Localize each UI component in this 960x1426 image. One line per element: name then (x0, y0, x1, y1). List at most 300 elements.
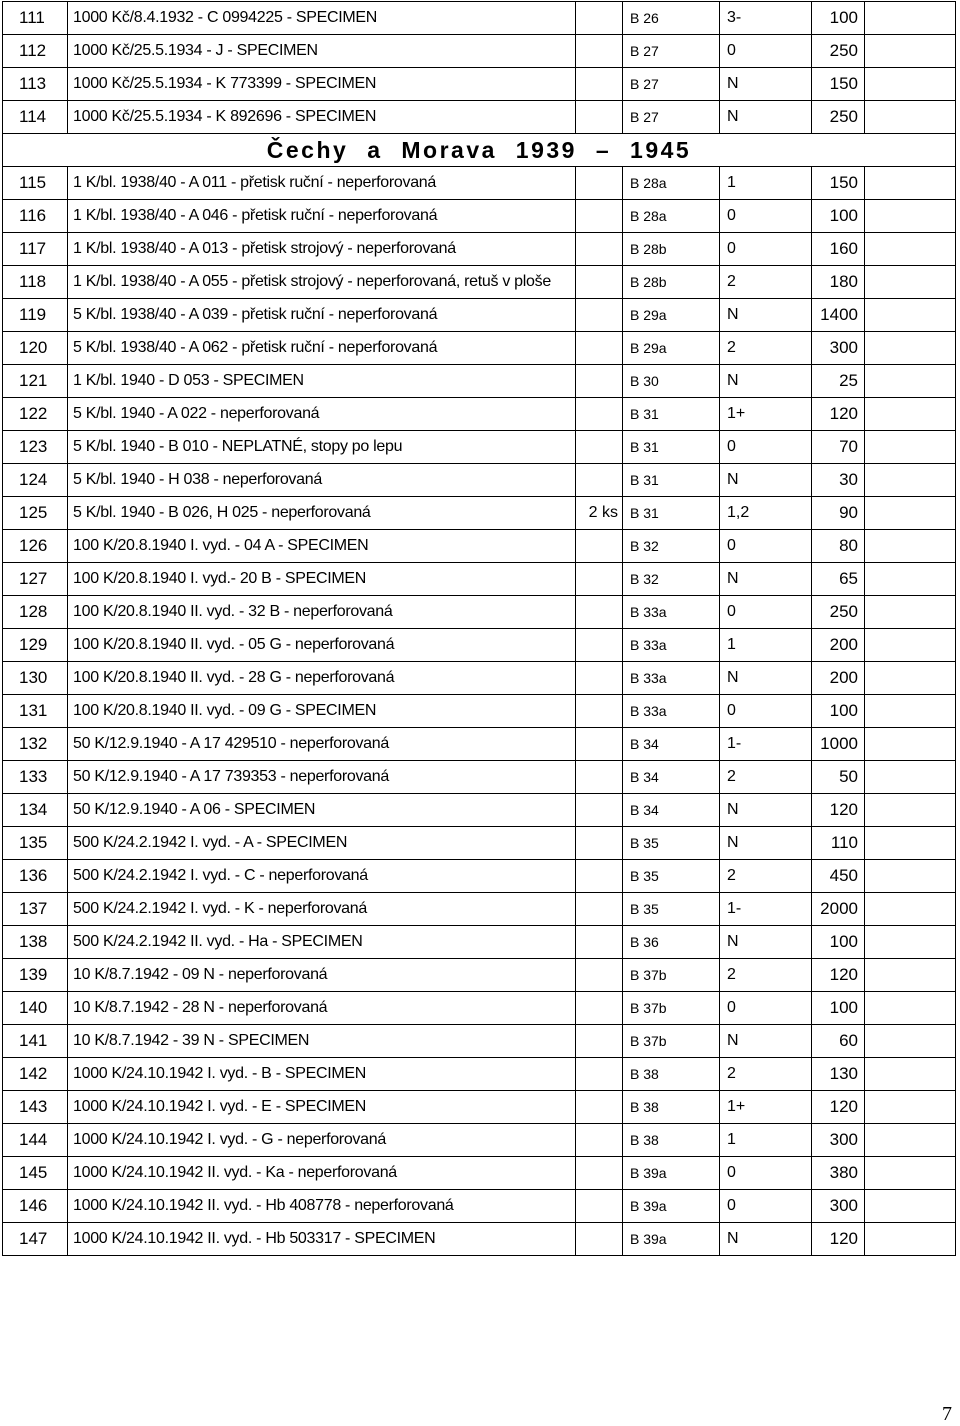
item-quantity (576, 1190, 623, 1223)
item-number: 130 (3, 662, 68, 695)
item-description: 5 K/bl. 1940 - A 022 - neperforovaná (68, 398, 576, 431)
empty-cell (865, 662, 956, 695)
item-number: 146 (3, 1190, 68, 1223)
item-number: 124 (3, 464, 68, 497)
item-price: 2000 (812, 893, 865, 926)
empty-cell (865, 233, 956, 266)
item-price: 300 (812, 1124, 865, 1157)
item-description: 5 K/bl. 1938/40 - A 062 - přetisk ruční - neperforovaná (68, 332, 576, 365)
item-number: 119 (3, 299, 68, 332)
empty-cell (865, 596, 956, 629)
item-quantity (576, 1157, 623, 1190)
item-price: 100 (812, 992, 865, 1025)
item-description: 1000 Kč/8.4.1932 - C 0994225 - SPECIMEN (68, 2, 576, 35)
item-quantity (576, 464, 623, 497)
empty-cell (865, 1124, 956, 1157)
item-description: 1000 K/24.10.1942 II. vyd. - Ka - neperforovaná (68, 1157, 576, 1190)
item-grade: 1 (720, 629, 812, 662)
table-row (3, 431, 956, 464)
item-price: 160 (812, 233, 865, 266)
empty-cell (865, 431, 956, 464)
item-price: 130 (812, 1058, 865, 1091)
catalog-reference: B 36 (623, 926, 720, 959)
empty-cell (865, 1058, 956, 1091)
item-quantity (576, 1058, 623, 1091)
empty-cell (865, 332, 956, 365)
catalog-reference: B 31 (623, 431, 720, 464)
empty-cell (865, 2, 956, 35)
item-grade: N (720, 101, 812, 134)
item-number: 118 (3, 266, 68, 299)
item-quantity (576, 959, 623, 992)
item-grade: N (720, 1223, 812, 1256)
item-grade: 1 (720, 1124, 812, 1157)
item-description: 1000 Kč/25.5.1934 - J - SPECIMEN (68, 35, 576, 68)
catalog-reference: B 31 (623, 464, 720, 497)
item-number: 132 (3, 728, 68, 761)
item-grade: N (720, 464, 812, 497)
catalog-reference: B 34 (623, 728, 720, 761)
table-row (3, 35, 956, 68)
empty-cell (865, 563, 956, 596)
item-number: 135 (3, 827, 68, 860)
item-description: 1 K/bl. 1938/40 - A 046 - přetisk ruční - neperforovaná (68, 200, 576, 233)
item-number: 121 (3, 365, 68, 398)
item-price: 90 (812, 497, 865, 530)
item-description: 100 K/20.8.1940 II. vyd. - 32 B - neperforovaná (68, 596, 576, 629)
item-description: 5 K/bl. 1940 - H 038 - neperforovaná (68, 464, 576, 497)
catalog-reference: B 34 (623, 794, 720, 827)
table-row (3, 1157, 956, 1190)
empty-cell (865, 1223, 956, 1256)
item-grade: 1 (720, 167, 812, 200)
table-row (3, 464, 956, 497)
catalog-reference: B 33a (623, 695, 720, 728)
item-grade: 2 (720, 959, 812, 992)
item-quantity (576, 365, 623, 398)
empty-cell (865, 68, 956, 101)
item-price: 120 (812, 1091, 865, 1124)
item-price: 1000 (812, 728, 865, 761)
empty-cell (865, 794, 956, 827)
table-row (3, 1124, 956, 1157)
item-price: 150 (812, 68, 865, 101)
item-quantity (576, 167, 623, 200)
item-price: 300 (812, 332, 865, 365)
item-quantity: 2 ks (576, 497, 623, 530)
item-price: 110 (812, 827, 865, 860)
item-number: 123 (3, 431, 68, 464)
table-row (3, 332, 956, 365)
catalog-reference: B 39a (623, 1223, 720, 1256)
item-quantity (576, 662, 623, 695)
item-description: 1 K/bl. 1938/40 - A 055 - přetisk strojový - neperforovaná, retuš v ploše (68, 266, 576, 299)
table-row (3, 101, 956, 134)
catalog-reference: B 34 (623, 761, 720, 794)
catalog-rows (3, 167, 956, 1256)
item-number: 127 (3, 563, 68, 596)
item-description: 5 K/bl. 1940 - B 010 - NEPLATNÉ, stopy po lepu (68, 431, 576, 464)
table-row (3, 299, 956, 332)
item-price: 380 (812, 1157, 865, 1190)
item-number: 112 (3, 35, 68, 68)
table-row (3, 959, 956, 992)
empty-cell (865, 167, 956, 200)
item-grade: N (720, 827, 812, 860)
empty-cell (865, 497, 956, 530)
catalog-reference: B 30 (623, 365, 720, 398)
item-number: 117 (3, 233, 68, 266)
item-price: 200 (812, 629, 865, 662)
table-row (3, 761, 956, 794)
item-grade: 0 (720, 530, 812, 563)
empty-cell (865, 1025, 956, 1058)
catalog-reference: B 35 (623, 893, 720, 926)
item-number: 120 (3, 332, 68, 365)
table-row (3, 1190, 956, 1223)
table-row (3, 992, 956, 1025)
item-grade: N (720, 365, 812, 398)
item-description: 50 K/12.9.1940 - A 06 - SPECIMEN (68, 794, 576, 827)
item-number: 129 (3, 629, 68, 662)
page-number: 7 (942, 1403, 952, 1425)
catalog-reference: B 33a (623, 629, 720, 662)
catalog-reference: B 27 (623, 68, 720, 101)
item-grade: 2 (720, 1058, 812, 1091)
catalog-reference: B 28b (623, 266, 720, 299)
catalog-reference: B 31 (623, 497, 720, 530)
item-quantity (576, 893, 623, 926)
item-price: 50 (812, 761, 865, 794)
empty-cell (865, 629, 956, 662)
catalog-reference: B 35 (623, 860, 720, 893)
catalog-reference: B 28a (623, 200, 720, 233)
item-description: 500 K/24.2.1942 II. vyd. - Ha - SPECIMEN (68, 926, 576, 959)
item-grade: 1+ (720, 1091, 812, 1124)
item-description: 100 K/20.8.1940 II. vyd. - 28 G - neperforovaná (68, 662, 576, 695)
item-grade: N (720, 563, 812, 596)
empty-cell (865, 398, 956, 431)
item-price: 300 (812, 1190, 865, 1223)
table-row (3, 893, 956, 926)
item-price: 120 (812, 794, 865, 827)
item-price: 120 (812, 398, 865, 431)
item-quantity (576, 299, 623, 332)
item-number: 116 (3, 200, 68, 233)
item-grade: 0 (720, 431, 812, 464)
item-quantity (576, 200, 623, 233)
item-description: 1000 K/24.10.1942 II. vyd. - Hb 408778 - neperforovaná (68, 1190, 576, 1223)
item-quantity (576, 35, 623, 68)
item-price: 1400 (812, 299, 865, 332)
item-description: 500 K/24.2.1942 I. vyd. - C - neperforovaná (68, 860, 576, 893)
empty-cell (865, 992, 956, 1025)
item-grade: 0 (720, 992, 812, 1025)
item-number: 139 (3, 959, 68, 992)
item-number: 128 (3, 596, 68, 629)
empty-cell (865, 530, 956, 563)
item-description: 5 K/bl. 1938/40 - A 039 - přetisk ruční - neperforovaná (68, 299, 576, 332)
item-description: 5 K/bl. 1940 - B 026, H 025 - neperforovaná (68, 497, 576, 530)
item-number: 145 (3, 1157, 68, 1190)
empty-cell (865, 464, 956, 497)
item-quantity (576, 563, 623, 596)
item-grade: 2 (720, 761, 812, 794)
catalog-reference: B 26 (623, 2, 720, 35)
item-description: 1000 K/24.10.1942 I. vyd. - B - SPECIMEN (68, 1058, 576, 1091)
table-row (3, 1223, 956, 1256)
table-row (3, 596, 956, 629)
table-row (3, 530, 956, 563)
catalog-reference: B 28a (623, 167, 720, 200)
empty-cell (865, 1190, 956, 1223)
item-price: 100 (812, 926, 865, 959)
table-row (3, 860, 956, 893)
section-header-group (3, 134, 956, 167)
item-description: 1 K/bl. 1938/40 - A 011 - přetisk ruční - neperforovaná (68, 167, 576, 200)
item-description: 10 K/8.7.1942 - 28 N - neperforovaná (68, 992, 576, 1025)
table-row (3, 1058, 956, 1091)
item-price: 150 (812, 167, 865, 200)
item-number: 113 (3, 68, 68, 101)
item-description: 100 K/20.8.1940 I. vyd.- 20 B - SPECIMEN (68, 563, 576, 596)
item-number: 147 (3, 1223, 68, 1256)
item-price: 100 (812, 200, 865, 233)
item-grade: 3- (720, 2, 812, 35)
item-description: 1000 K/24.10.1942 I. vyd. - E - SPECIMEN (68, 1091, 576, 1124)
item-grade: 2 (720, 860, 812, 893)
item-quantity (576, 596, 623, 629)
item-grade: 1- (720, 893, 812, 926)
table-row (3, 662, 956, 695)
catalog-reference: B 37b (623, 1025, 720, 1058)
item-number: 140 (3, 992, 68, 1025)
empty-cell (865, 926, 956, 959)
catalog-reference: B 27 (623, 35, 720, 68)
empty-cell (865, 695, 956, 728)
item-number: 122 (3, 398, 68, 431)
item-quantity (576, 431, 623, 464)
empty-cell (865, 200, 956, 233)
item-price: 120 (812, 1223, 865, 1256)
item-grade: N (720, 662, 812, 695)
table-row (3, 827, 956, 860)
item-price: 450 (812, 860, 865, 893)
catalog-reference: B 38 (623, 1124, 720, 1157)
table-row (3, 365, 956, 398)
item-grade: N (720, 1025, 812, 1058)
catalog-reference: B 33a (623, 596, 720, 629)
empty-cell (865, 1157, 956, 1190)
item-number: 133 (3, 761, 68, 794)
item-quantity (576, 695, 623, 728)
catalog-rows-pre-section (3, 2, 956, 134)
item-number: 137 (3, 893, 68, 926)
item-description: 500 K/24.2.1942 I. vyd. - K - neperforovaná (68, 893, 576, 926)
item-grade: 1- (720, 728, 812, 761)
item-quantity (576, 101, 623, 134)
item-description: 100 K/20.8.1940 I. vyd. - 04 A - SPECIMEN (68, 530, 576, 563)
item-quantity (576, 2, 623, 35)
item-quantity (576, 1223, 623, 1256)
table-row (3, 497, 956, 530)
item-grade: 2 (720, 266, 812, 299)
item-quantity (576, 332, 623, 365)
catalog-reference: B 35 (623, 827, 720, 860)
item-quantity (576, 233, 623, 266)
item-description: 500 K/24.2.1942 I. vyd. - A - SPECIMEN (68, 827, 576, 860)
item-grade: 0 (720, 200, 812, 233)
catalog-reference: B 28b (623, 233, 720, 266)
item-grade: N (720, 794, 812, 827)
item-grade: 0 (720, 1190, 812, 1223)
item-description: 100 K/20.8.1940 II. vyd. - 09 G - SPECIMEN (68, 695, 576, 728)
item-price: 250 (812, 35, 865, 68)
item-quantity (576, 827, 623, 860)
item-price: 30 (812, 464, 865, 497)
table-row (3, 695, 956, 728)
item-grade: 0 (720, 35, 812, 68)
empty-cell (865, 266, 956, 299)
catalog-reference: B 33a (623, 662, 720, 695)
item-grade: N (720, 68, 812, 101)
catalog-reference: B 39a (623, 1190, 720, 1223)
item-quantity (576, 992, 623, 1025)
item-number: 136 (3, 860, 68, 893)
item-description: 50 K/12.9.1940 - A 17 739353 - neperforovaná (68, 761, 576, 794)
table-row (3, 728, 956, 761)
item-number: 141 (3, 1025, 68, 1058)
item-grade: 0 (720, 695, 812, 728)
item-grade: 2 (720, 332, 812, 365)
item-grade: N (720, 926, 812, 959)
catalog-reference: B 39a (623, 1157, 720, 1190)
item-price: 25 (812, 365, 865, 398)
item-quantity (576, 926, 623, 959)
item-price: 100 (812, 695, 865, 728)
item-number: 143 (3, 1091, 68, 1124)
catalog-reference: B 32 (623, 530, 720, 563)
table-row (3, 2, 956, 35)
catalog-reference: B 38 (623, 1058, 720, 1091)
item-grade: 1,2 (720, 497, 812, 530)
item-description: 10 K/8.7.1942 - 09 N - neperforovaná (68, 959, 576, 992)
item-price: 250 (812, 596, 865, 629)
item-grade: 0 (720, 1157, 812, 1190)
table-row (3, 563, 956, 596)
catalog-reference: B 29a (623, 299, 720, 332)
item-price: 80 (812, 530, 865, 563)
item-price: 100 (812, 2, 865, 35)
table-row (3, 68, 956, 101)
empty-cell (865, 365, 956, 398)
table-row (3, 266, 956, 299)
item-description: 1 K/bl. 1938/40 - A 013 - přetisk strojový - neperforovaná (68, 233, 576, 266)
item-grade: 1+ (720, 398, 812, 431)
item-description: 1000 K/24.10.1942 I. vyd. - G - neperforovaná (68, 1124, 576, 1157)
item-quantity (576, 398, 623, 431)
item-description: 100 K/20.8.1940 II. vyd. - 05 G - neperforovaná (68, 629, 576, 662)
empty-cell (865, 35, 956, 68)
item-description: 1000 K/24.10.1942 II. vyd. - Hb 503317 - SPECIMEN (68, 1223, 576, 1256)
empty-cell (865, 893, 956, 926)
catalog-reference: B 37b (623, 992, 720, 1025)
item-description: 1000 Kč/25.5.1934 - K 773399 - SPECIMEN (68, 68, 576, 101)
item-grade: 0 (720, 233, 812, 266)
item-number: 111 (3, 2, 68, 35)
item-quantity (576, 794, 623, 827)
catalog-reference: B 27 (623, 101, 720, 134)
item-description: 1000 Kč/25.5.1934 - K 892696 - SPECIMEN (68, 101, 576, 134)
item-number: 115 (3, 167, 68, 200)
catalog-table (2, 1, 956, 1256)
item-grade: 0 (720, 596, 812, 629)
table-row (3, 629, 956, 662)
table-row (3, 398, 956, 431)
item-price: 70 (812, 431, 865, 464)
section-header-row (3, 134, 956, 167)
table-row (3, 200, 956, 233)
item-quantity (576, 530, 623, 563)
item-quantity (576, 68, 623, 101)
catalog-reference: B 29a (623, 332, 720, 365)
table-row (3, 233, 956, 266)
item-price: 60 (812, 1025, 865, 1058)
table-row (3, 794, 956, 827)
empty-cell (865, 101, 956, 134)
item-quantity (576, 728, 623, 761)
item-quantity (576, 1091, 623, 1124)
item-price: 65 (812, 563, 865, 596)
item-number: 142 (3, 1058, 68, 1091)
catalog-reference: B 38 (623, 1091, 720, 1124)
item-number: 134 (3, 794, 68, 827)
item-number: 131 (3, 695, 68, 728)
catalog-reference: B 31 (623, 398, 720, 431)
empty-cell (865, 728, 956, 761)
item-number: 126 (3, 530, 68, 563)
table-row (3, 1091, 956, 1124)
empty-cell (865, 827, 956, 860)
table-row (3, 926, 956, 959)
empty-cell (865, 860, 956, 893)
item-price: 120 (812, 959, 865, 992)
item-number: 114 (3, 101, 68, 134)
item-description: 10 K/8.7.1942 - 39 N - SPECIMEN (68, 1025, 576, 1058)
empty-cell (865, 1091, 956, 1124)
catalog-reference: B 37b (623, 959, 720, 992)
empty-cell (865, 959, 956, 992)
item-price: 250 (812, 101, 865, 134)
item-number: 144 (3, 1124, 68, 1157)
item-quantity (576, 1025, 623, 1058)
item-quantity (576, 1124, 623, 1157)
item-quantity (576, 629, 623, 662)
item-description: 50 K/12.9.1940 - A 17 429510 - neperforovaná (68, 728, 576, 761)
item-number: 138 (3, 926, 68, 959)
table-row (3, 1025, 956, 1058)
section-title: Čechy a Morava 1939 – 1945 (3, 134, 956, 167)
table-row (3, 167, 956, 200)
item-grade: N (720, 299, 812, 332)
catalog-reference: B 32 (623, 563, 720, 596)
item-quantity (576, 761, 623, 794)
item-description: 1 K/bl. 1940 - D 053 - SPECIMEN (68, 365, 576, 398)
item-price: 180 (812, 266, 865, 299)
empty-cell (865, 761, 956, 794)
item-quantity (576, 860, 623, 893)
item-quantity (576, 266, 623, 299)
